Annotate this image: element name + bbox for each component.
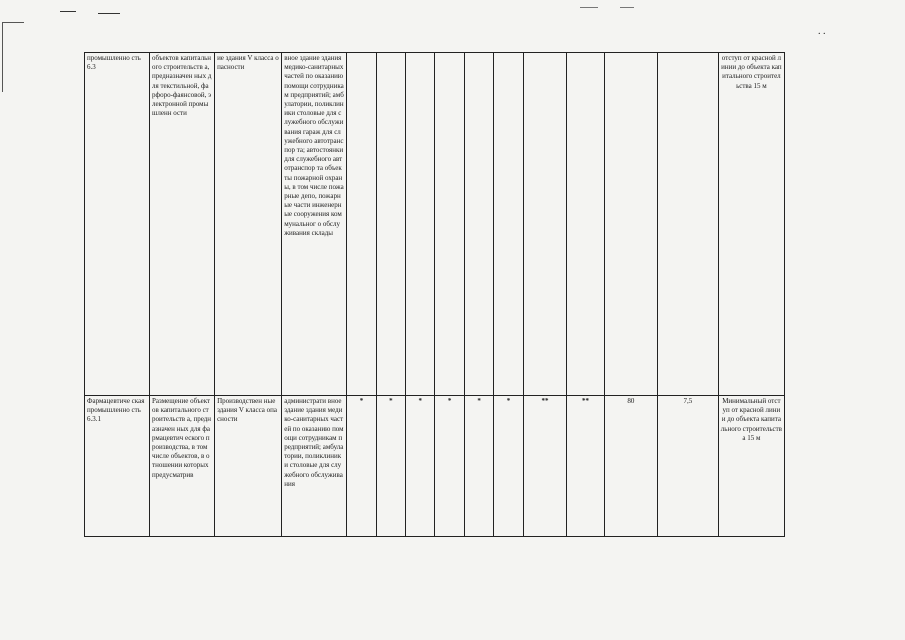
table-row [85, 396, 785, 537]
cell-use-description: Размещение объектов капитального строительств а, предназначен ных для фармацевтич еского производства, в том числе объектов, в отношении которых предусматрив [150, 396, 215, 537]
cell-param-6: * [494, 396, 523, 537]
cell-coverage-percent: 80 [604, 396, 657, 537]
cell-main-buildings: Производствен ные здания V класса опасности [215, 396, 282, 537]
cell-use-description: объектов капитального строительств а, предназначен ных для текстильной, фарфоро-фаянсовой, электронной промышленн ости [150, 53, 215, 396]
table-row [85, 53, 785, 396]
scan-mark-center [98, 13, 120, 14]
cell-param-2 [376, 53, 405, 396]
cell-param-3 [406, 53, 435, 396]
cell-coverage-percent [604, 53, 657, 396]
cell-param-6 [494, 53, 523, 396]
cell-param-3: * [406, 396, 435, 537]
cell-param-1 [347, 53, 376, 396]
scan-dots: . . [818, 26, 826, 37]
scan-corner-horizontal [2, 22, 24, 23]
cell-param-2: * [376, 396, 405, 537]
cell-auxiliary-buildings: администрати вное здание здания медико-санитарных частей по оказанию помощи сотрудникам предприятий; амбулатории, поликлиники столовые для служебного обслуживания [282, 396, 347, 537]
cell-min-indent: Минимальный отступ от красной линии до объекта капитального строительства 15 м [718, 396, 784, 537]
cell-min-indent: отступ от красной линии до объекта капитального строительства 15 м [718, 53, 784, 396]
cell-param-7: ** [523, 396, 567, 537]
cell-param-5 [464, 53, 493, 396]
cell-param-4: * [435, 396, 464, 537]
cell-param-5: * [464, 396, 493, 537]
cell-main-buildings: ие здания V класса опасности [215, 53, 282, 396]
scan-mark-right-2 [620, 7, 634, 8]
scan-mark-right-1 [580, 7, 598, 8]
scan-corner-vertical [2, 22, 3, 92]
cell-use-type: Фармацевтиче ская промышленно сть 6.3.1 [85, 396, 150, 537]
cell-param-7 [523, 53, 567, 396]
cell-setback [658, 53, 719, 396]
cell-param-1: * [347, 396, 376, 537]
scan-mark-left [60, 11, 76, 12]
cell-param-8 [567, 53, 604, 396]
cell-param-8: ** [567, 396, 604, 537]
cell-setback: 7,5 [658, 396, 719, 537]
cell-auxiliary-buildings: вное здание здания медико-санитарных частей по оказанию помощи сотрудникам предприятий; амбулатории, поликлиники столовые для служебного обслуживания гараж для служебного автотранспор та; автостоянки для служебного автотранспор та объекты пожарной охраны, в том числе пожарные депо, пожарные части инженерные сооружения коммунальног о обслуживания склады [282, 53, 347, 396]
cell-param-4 [435, 53, 464, 396]
zoning-regulations-table [84, 52, 785, 537]
cell-use-type: промышленно сть 6.3 [85, 53, 150, 396]
